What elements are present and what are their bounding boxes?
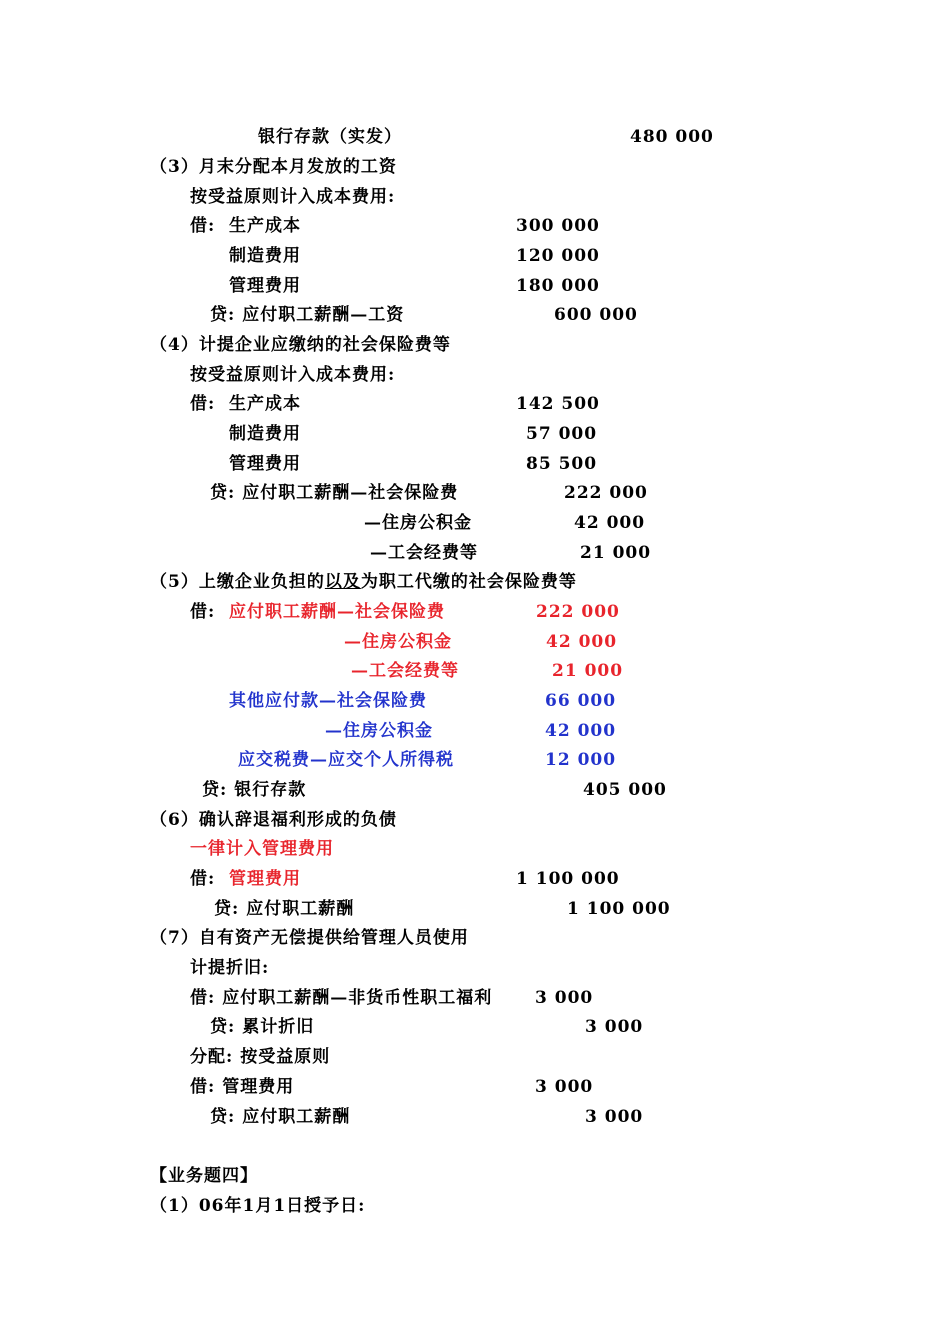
debit-amount-red: 222 000 xyxy=(536,602,620,622)
debit-account: 借: 应付职工薪酬—非货币性职工福利 xyxy=(190,988,493,1008)
section-4-note: 按受益原则计入成本费用: xyxy=(190,365,396,385)
entry-account: 银行存款（实发） xyxy=(258,127,402,147)
debit-amount: 3 000 xyxy=(535,988,594,1008)
credit-account: 贷: 应付职工薪酬—工资 xyxy=(210,305,405,325)
debit-amount-blue: 42 000 xyxy=(545,721,617,741)
debit-account-red: —工会经费等 xyxy=(351,661,459,681)
section-7-note: 分配: 按受益原则 xyxy=(190,1047,331,1067)
debit-amount-red: 21 000 xyxy=(552,661,624,681)
credit-account: 贷: 累计折旧 xyxy=(210,1017,315,1037)
credit-account: 贷: 应付职工薪酬 xyxy=(214,899,355,919)
debit-label: 借: xyxy=(190,216,223,236)
debit-amount: 85 500 xyxy=(526,454,598,474)
debit-label: 借: xyxy=(190,602,223,622)
credit-amount: 222 000 xyxy=(564,483,648,503)
credit-amount: 405 000 xyxy=(583,780,667,800)
debit-account-red: 管理费用 xyxy=(229,869,301,889)
debit-amount: 3 000 xyxy=(535,1077,594,1097)
section-5-title-underlined: 以及 xyxy=(324,572,361,592)
debit-amount: 1 100 000 xyxy=(516,869,620,889)
section-4-title: （4）计提企业应缴纳的社会保险费等 xyxy=(150,335,451,355)
debit-account: 生产成本 xyxy=(229,394,301,414)
task-heading: 【业务题四】 xyxy=(150,1166,258,1186)
debit-account: 管理费用 xyxy=(229,276,301,296)
debit-account: 借: 管理费用 xyxy=(190,1077,295,1097)
debit-amount: 120 000 xyxy=(516,246,600,266)
debit-amount: 57 000 xyxy=(526,424,598,444)
section-3-note: 按受益原则计入成本费用: xyxy=(190,187,396,207)
debit-account: 生产成本 xyxy=(229,216,301,236)
section-7-note: 计提折旧: xyxy=(190,958,270,978)
section-6-title: （6）确认辞退福利形成的负债 xyxy=(150,810,397,830)
credit-amount: 3 000 xyxy=(585,1107,644,1127)
debit-account-red: —住房公积金 xyxy=(344,632,452,652)
debit-account: 管理费用 xyxy=(229,454,301,474)
credit-amount: 600 000 xyxy=(554,305,638,325)
debit-label: 借: xyxy=(190,869,223,889)
debit-amount: 300 000 xyxy=(516,216,600,236)
debit-account: 制造费用 xyxy=(229,246,301,266)
debit-account: 制造费用 xyxy=(229,424,301,444)
section-6-note: 一律计入管理费用 xyxy=(190,839,334,859)
credit-amount: 42 000 xyxy=(574,513,646,533)
credit-amount: 3 000 xyxy=(585,1017,644,1037)
debit-amount: 180 000 xyxy=(516,276,600,296)
section-5-title xyxy=(150,571,577,593)
debit-amount-blue: 66 000 xyxy=(545,691,617,711)
credit-amount: 1 100 000 xyxy=(567,899,671,919)
debit-account-blue: 其他应付款—社会保险费 xyxy=(229,691,427,711)
debit-amount-red: 42 000 xyxy=(546,632,618,652)
credit-account: 贷: 应付职工薪酬—社会保险费 xyxy=(210,483,459,503)
credit-account: —住房公积金 xyxy=(364,513,472,533)
debit-amount-blue: 12 000 xyxy=(545,750,617,770)
debit-account-red: 应付职工薪酬—社会保险费 xyxy=(229,602,445,622)
entry-amount: 480 000 xyxy=(630,127,714,147)
section-3-title: （3）月末分配本月发放的工资 xyxy=(150,157,397,177)
credit-account: 贷: 应付职工薪酬 xyxy=(210,1107,351,1127)
section-5-title-part: 为职工代缴的社会保险费等 xyxy=(360,572,577,592)
debit-label: 借: xyxy=(190,394,223,414)
section-7-title: （7）自有资产无偿提供给管理人员使用 xyxy=(150,928,469,948)
credit-amount: 21 000 xyxy=(580,543,652,563)
task-item: （1）06年1月1日授予日: xyxy=(150,1196,366,1216)
credit-account: 贷: 银行存款 xyxy=(202,780,307,800)
debit-account-blue: —住房公积金 xyxy=(325,721,433,741)
debit-account-blue: 应交税费—应交个人所得税 xyxy=(238,750,454,770)
debit-amount: 142 500 xyxy=(516,394,600,414)
credit-account: —工会经费等 xyxy=(370,543,478,563)
section-5-title-part: （5）上缴企业负担的 xyxy=(150,572,325,592)
